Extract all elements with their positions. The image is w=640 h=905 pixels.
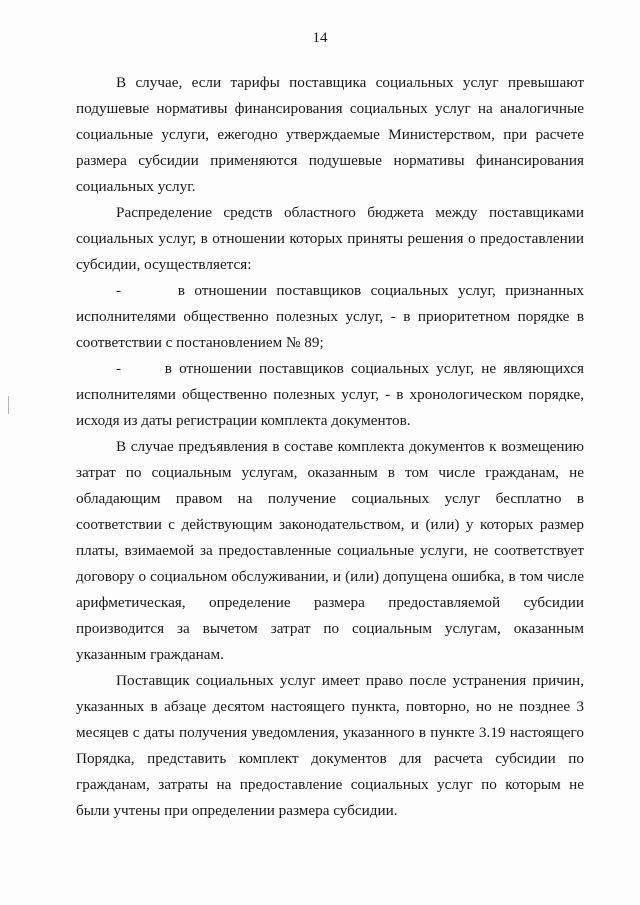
scan-edge-mark <box>8 396 9 414</box>
paragraph-claims: В случае предъявления в составе комплекта документов к возмещению затрат по социальным услугам, оказанным в том числе гражданам, не обладающим правом на получение социальных услуг бесплатно в соответствии с действующим законодательством, и (или) у которых размер платы, взимаемой за предоставленные социальные услуги, не соответствует договору о социальном обслуживании, и (или) допущена ошибка, в том числе арифметическая, определение размера предоставляемой субсидии производится за вычетом затрат по социальным услугам, оказанным указанным гражданам. <box>76 438 584 663</box>
page-number: 14 <box>312 30 328 46</box>
document-body-list-2 <box>76 356 584 434</box>
document-body <box>76 70 584 200</box>
list-item-chronological: - в отношении поставщиков социальных услуг, не являющихся исполнителями общественно полезных услуг, - в хронологическом порядке, исходя из даты регистрации комплекта документов. <box>76 360 584 429</box>
document-body-distribution <box>76 200 584 278</box>
list-item-priority: - в отношении поставщиков социальных услуг, признанных исполнителями общественно полезных услуг, - в приоритетном порядке в соответствии с постановлением № 89; <box>76 282 584 351</box>
paragraph-tariffs: В случае, если тарифы поставщика социальных услуг превышают подушевые нормативы финансирования социальных услуг на аналогичные социальные услуги, ежегодно утверждаемые Министерством, при расчете размера субсидии применяются подушевые нормативы финансирования социальных услуг. <box>76 74 584 195</box>
paragraph-resubmission: Поставщик социальных услуг имеет право после устранения причин, указанных в абзаце десятом настоящего пункта, повторно, но не позднее 3 месяцев с даты получения уведомления, указанного в пункте 3.19 настоящего Порядка, представить комплект документов для расчета субсидии по гражданам, затраты на предоставление социальных услуг по которым не были учтены при определении размера субсидии. <box>76 672 584 819</box>
document-body-list-1 <box>76 278 584 356</box>
document-body-claims <box>76 434 584 668</box>
paragraph-distribution: Распределение средств областного бюджета между поставщиками социальных услуг, в отношении которых приняты решения о предоставлении субсидии, осуществляется: <box>76 204 584 273</box>
document-body-resubmission <box>76 668 584 824</box>
